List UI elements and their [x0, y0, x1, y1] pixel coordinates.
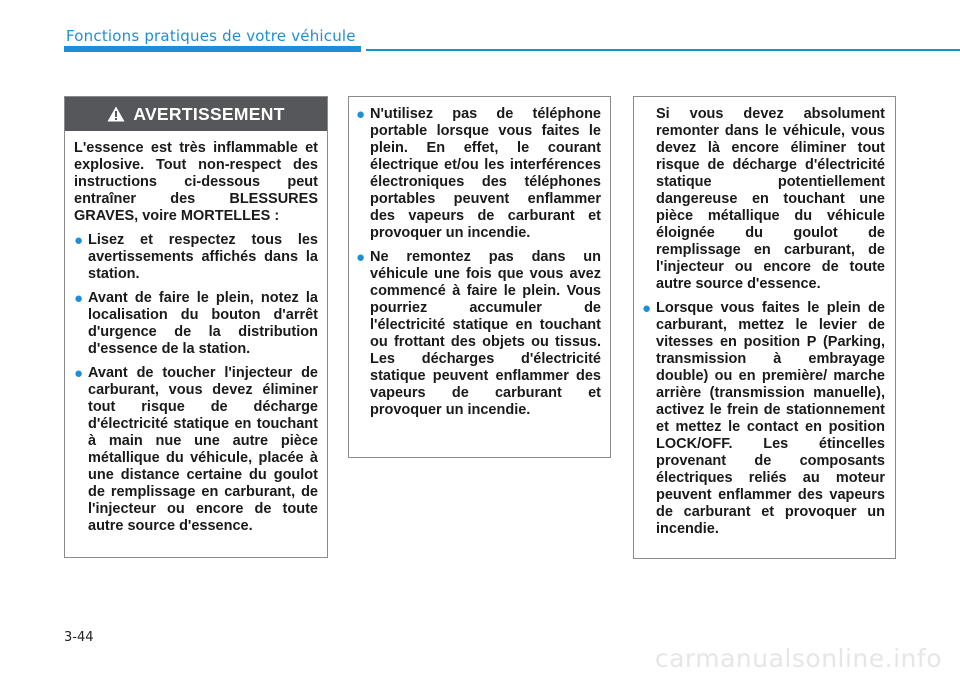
warning-title: AVERTISSEMENT — [133, 103, 285, 124]
list-item-text: N'utilisez pas de téléphone portable lorsque vous faites le plein. En effet, le courant électrique et/ou les interférences électroniques des téléphones portables peuvent enflammer des vapeurs de carburant et provoquer un incendie. — [370, 106, 601, 241]
right-content — [634, 97, 895, 538]
bullet-icon: ● — [74, 232, 84, 249]
list-item-text: Lisez et respectez tous les avertissements affichés dans la station. — [88, 232, 318, 282]
header-accent-bar — [64, 46, 361, 52]
list-item-text: Avant de faire le plein, notez la localisation du bouton d'arrêt d'urgence de la distribution d'essence de la station. — [88, 290, 318, 357]
list-item — [356, 106, 601, 242]
bullet-icon: ● — [74, 290, 84, 307]
right-warning-box — [633, 96, 896, 559]
list-item — [642, 300, 885, 538]
page-number: 3-44 — [64, 630, 94, 645]
continuation-text: Si vous devez absolument remonter dans le véhicule, vous devez là encore éliminer tout risque de décharge d'électricité statique potentiellement dangereuse en touchant une pièce métallique du véhicule éloignée du goulot de remplissage en carburant, de l'injecteur ou encore de toute autre source d'essence. — [656, 106, 885, 292]
middle-warning-box — [348, 96, 611, 458]
bullet-icon: ● — [642, 300, 652, 317]
warning-header — [65, 97, 327, 131]
bullet-icon: ● — [74, 365, 84, 382]
list-item — [356, 249, 601, 419]
warning-list — [74, 232, 318, 535]
warning-intro: L'essence est très inflammable et explosive. Tout non-respect des instructions ci-dessous peut entraîner des BLESSURES GRAVES, voire MORTELLES : — [74, 140, 318, 224]
warning-triangle-icon — [107, 106, 125, 122]
bullet-icon: ● — [356, 106, 366, 123]
header-rule — [366, 49, 960, 51]
middle-content — [349, 97, 610, 419]
list-item-text: Ne remontez pas dans un véhicule une fois que vous avez commencé à faire le plein. Vous pourriez accumuler de l'électricité statique en touchant ou frottant des objets ou tissus. Les décharges d'électricité statique peuvent enflammer des vapeurs de carburant et provoquer un incendie. — [370, 249, 601, 418]
bullet-icon: ● — [356, 249, 366, 266]
list-item — [74, 290, 318, 358]
section-title: Fonctions pratiques de votre véhicule — [66, 27, 356, 45]
warning-box — [64, 96, 328, 558]
list-item — [74, 365, 318, 535]
list-item-text: Lorsque vous faites le plein de carburant, mettez le levier de vitesses en position P (Parking, transmission à embrayage double) ou en première/ marche arrière (transmission manuelle), activez le frein de stationnement et mettez le contact en position LOCK/OFF. Les étincelles provenant de composants électriques reliés au moteur peuvent enflammer des vapeurs de carburant et provoquer un incendie. — [656, 300, 885, 537]
warning-content — [65, 131, 327, 535]
watermark: carmanualsonline.info — [654, 644, 942, 673]
list-item — [74, 232, 318, 283]
list-item-text: Avant de toucher l'injecteur de carburant, vous devez éliminer tout risque de décharge d'électricité statique en touchant à main nue une autre pièce métallique du véhicule, placée à une distance certaine du goulot de remplissage en carburant, de l'injecteur ou encore de toute autre source d'essence. — [88, 365, 318, 534]
